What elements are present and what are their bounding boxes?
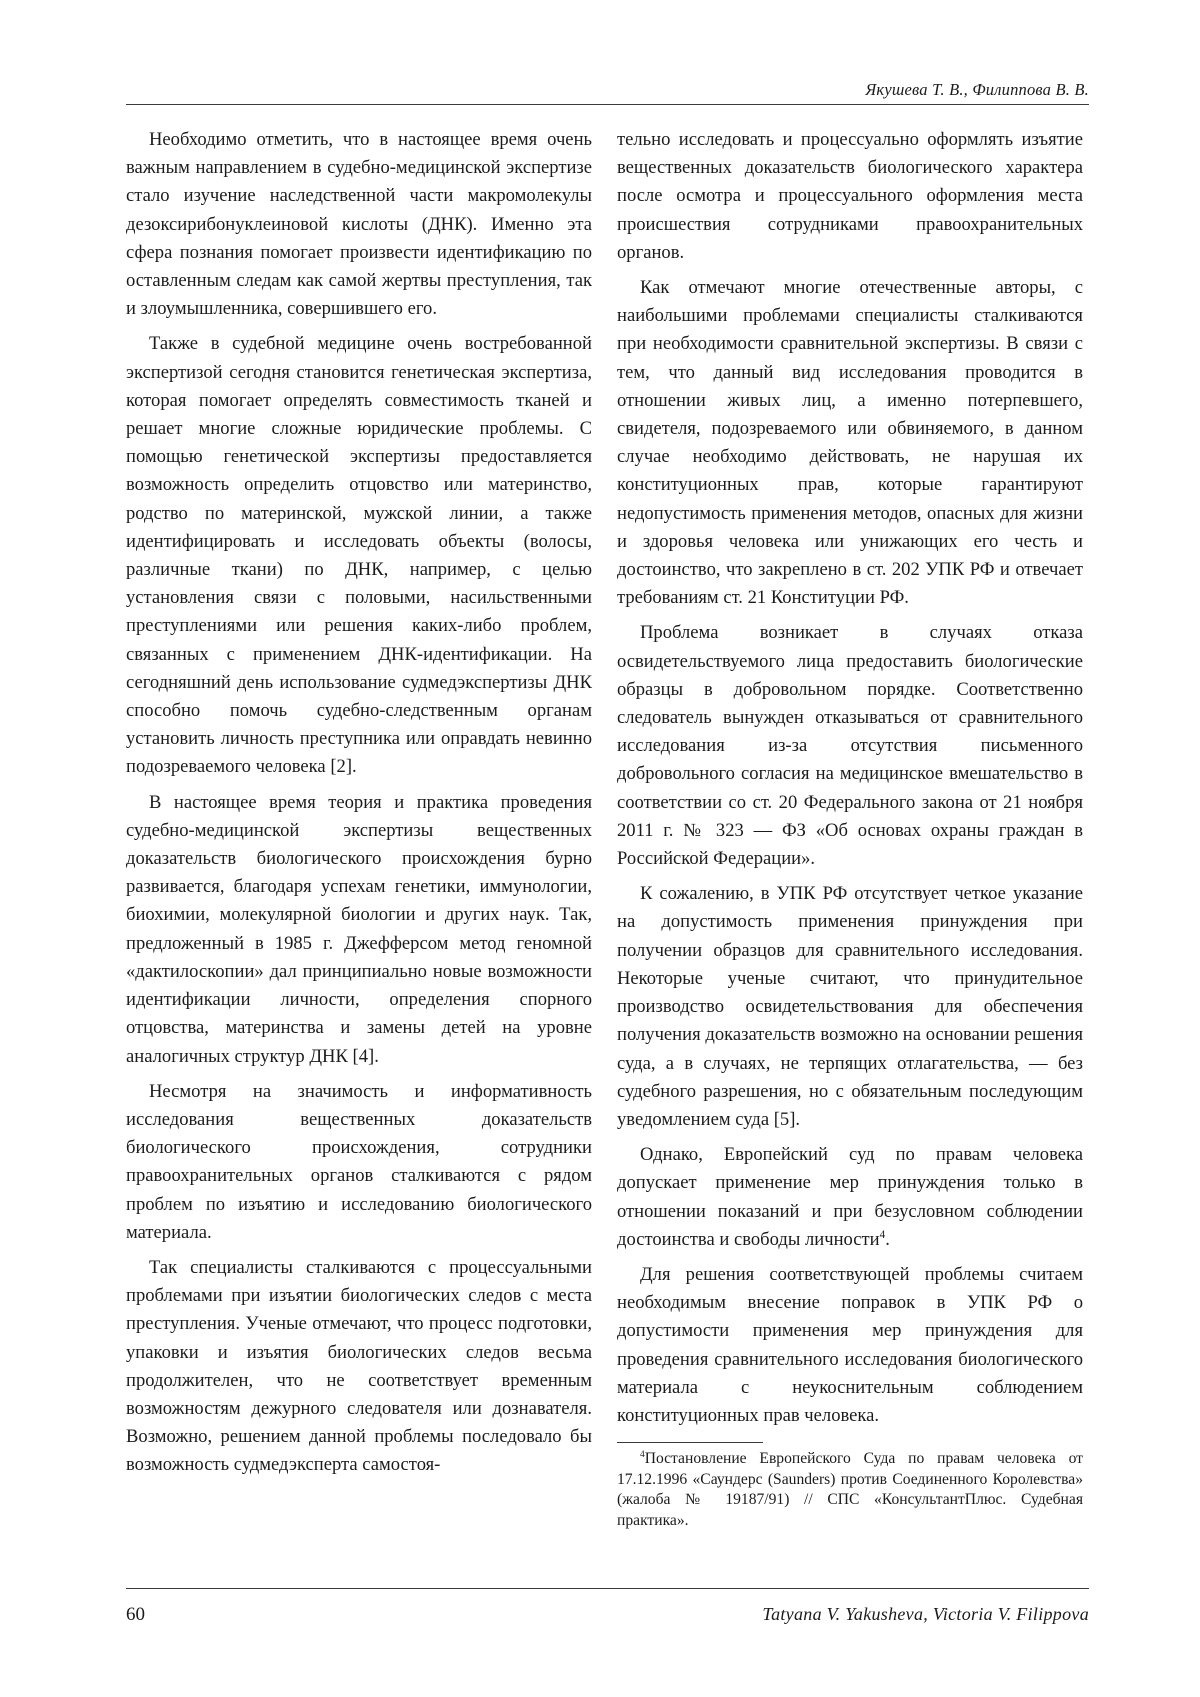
paragraph: К сожалению, в УПК РФ отсутствует четкое указание на допустимость применения принуждения при получении образцов для сравнительного исследования. Некоторые ученые считают, что принудительное производство освидетельствования для обеспечения получения доказательств возможно на основании решения суда, а в случаях, не терпящих отлагательства, — без судебного разрешения, но с обязательным последующим уведомлением суда [5].: [617, 883, 1083, 1130]
left-column: [126, 126, 592, 1487]
paragraph-echr: Однако, Европейский суд по правам человека допускает применение мер принуждения только в отношении показаний и при безусловном соблюдении достоинства и свободы личности$^4$.: [617, 1144, 1083, 1250]
paragraph-continuation: тельно исследовать и процессуально оформлять изъятие вещественных доказательств биологического характера после осмотра и процессуального оформления места происшествия сотрудниками правоохранительных органов.: [617, 129, 1083, 263]
running-foot-authors: Tatyana V. Yakusheva, Victoria V. Filippova: [762, 1604, 1089, 1624]
paragraph: В настоящее время теория и практика проведения судебно-медицинской экспертизы вещественных доказательств биологического происхождения бурно развивается, благодаря успехам генетики, иммунологии, биохимии, молекулярной биологии и других наук. Так, предложенный в 1985 г. Джефферсом метод геномной «дактилоскопии» дал принципиально новые возможности идентификации личности, определения спорного отцовства, материнства и замены детей на уровне аналогичных структур ДНК [4].: [126, 791, 592, 1067]
footer-rule: [126, 1588, 1089, 1589]
header-rule: [126, 104, 1089, 105]
paragraph: Также в судебной медицине очень востребованной экспертизой сегодня становится генетическая экспертиза, которая помогает определять совместимость тканей и решает многие сложные юридические проблемы. С помощью генетической экспертизы предоставляется возможность определить отцовство или материнство, родство по материнской, мужской линии, а также идентифицировать и исследовать объекты (волосы, различные ткани) по ДНК, например, с целью установления связи с половыми, насильственными преступлениями или решения каких-либо проблем, связанных с применением ДНК-идентификации. На сегодняшний день использование судмедэкспертизы ДНК способно помочь судебно-следственным органам установить личность преступника или оправдать невинно подозреваемого человека [2].: [126, 333, 592, 778]
paragraph: Необходимо отметить, что в настоящее время очень важным направлением в судебно-медицинской экспертизе стало изучение наследственной части макромолекулы дезоксирибонуклеиновой кислоты (ДНК). Именно эта сфера познания помогает произвести идентификацию по оставленным следам как самой жертвы преступления, так и злоумышленника, совершившего его.: [126, 129, 592, 320]
page-number: 60: [126, 1604, 145, 1625]
footnote: [617, 1449, 1083, 1531]
paragraph: Проблема возникает в случаях отказа освидетельствуемого лица предоставить биологические образцы в добровольном порядке. Соответственно следователь вынужден отказываться от сравнительного исследования из-за отсутствия письменного добровольного согласия на медицинское вмешательство в соответствии со ст. 20 Федерального закона от 21 ноября 2011 г. № 323 — ФЗ «Об основах охраны граждан в Российской Федерации».: [617, 622, 1083, 870]
paragraph: Как отмечают многие отечественные авторы, с наибольшими проблемами специалисты сталкиваются при необходимости сравнительной экспертизы. В связи с тем, что данный вид исследования проводится в отношении живых лиц, а именно потерпевшего, свидетеля, подозреваемого или обвиняемого, в данном случае необходимо действовать, не нарушая их конституционных прав, которые гарантируют недопустимость применения методов, опасных для жизни и здоровья человека или унижающих его честь и достоинство, что закреплено в ст. 202 УПК РФ и отвечает требованиям ст. 21 Конституции РФ.: [617, 277, 1083, 609]
footnote-reference[interactable]: 4: [879, 1228, 886, 1241]
running-head-authors: Якушева Т. В., Филиппова В. В.: [865, 80, 1089, 99]
footnote-rule: [617, 1442, 763, 1443]
paragraph: Так специалисты сталкиваются с процессуальными проблемами при изъятии биологических следов с места преступления. Ученые отмечают, что процесс подготовки, упаковки и изъятия биологических следов весьма продолжителен, что не соответствует временным возможностям дежурного следователя или дознавателя. Возможно, решением данной проблемы последовало бы возможность судмедэксперта самостоя-: [126, 1256, 592, 1476]
footnote-number: 4: [640, 1449, 645, 1460]
right-column: [617, 126, 1083, 1538]
paragraph: Несмотря на значимость и информативность исследования вещественных доказательств биологического происхождения, сотрудники правоохранительных органов сталкиваются с рядом проблем по изъятию и исследованию биологического материала.: [126, 1080, 592, 1243]
paragraph: Для решения соответствующей проблемы считаем необходимым внесение поправок в УПК РФ о допустимости применения мер принуждения для проведения сравнительного исследования биологического материала с неукоснительным соблюдением конституционных прав человека.: [617, 1263, 1083, 1426]
footnote-text: Постановление Европейского Суда по правам человека от 17.12.1996 «Саундерс (Saunders) против Соединенного Королевства» (жалоба № 19187/91) // СПС «КонсультантПлюс. Судебная практика».: [617, 1450, 1083, 1529]
echr-text: Однако, Европейский суд по правам человека допускает применение мер принуждения только в отношении показаний и при безусловном соблюдении достоинства и свободы личности: [617, 1144, 1083, 1250]
